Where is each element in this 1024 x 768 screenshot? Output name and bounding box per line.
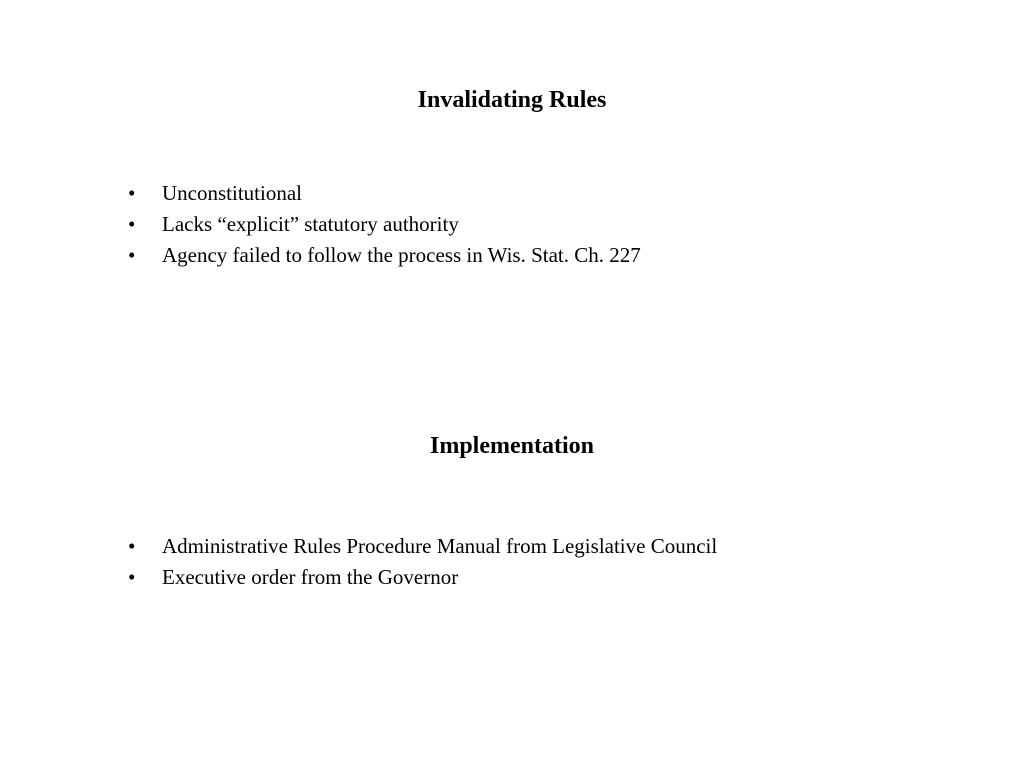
list-item-text: Unconstitutional (162, 181, 302, 205)
bullet-list-implementation (128, 531, 717, 593)
bullet-list-invalidating-rules (128, 178, 641, 271)
list-item (128, 562, 717, 593)
list-item (128, 209, 641, 240)
bullet-icon: • (128, 181, 136, 205)
bullet-icon: • (128, 534, 136, 558)
section-title-implementation: Implementation (430, 433, 594, 459)
list-item-text: Lacks “explicit” statutory authority (162, 212, 459, 236)
list-item-text: Administrative Rules Procedure Manual from Legislative Council (162, 534, 718, 558)
list-item (128, 178, 641, 209)
section-title-invalidating-rules: Invalidating Rules (417, 87, 607, 113)
bullet-icon: • (128, 212, 136, 236)
list-item (128, 240, 641, 271)
bullet-icon: • (128, 565, 136, 589)
list-item-text: Executive order from the Governor (162, 565, 459, 589)
list-item-text: Agency failed to follow the process in Wis. Stat. Ch. 227 (162, 243, 641, 267)
list-item (128, 531, 717, 562)
bullet-icon: • (128, 243, 136, 267)
